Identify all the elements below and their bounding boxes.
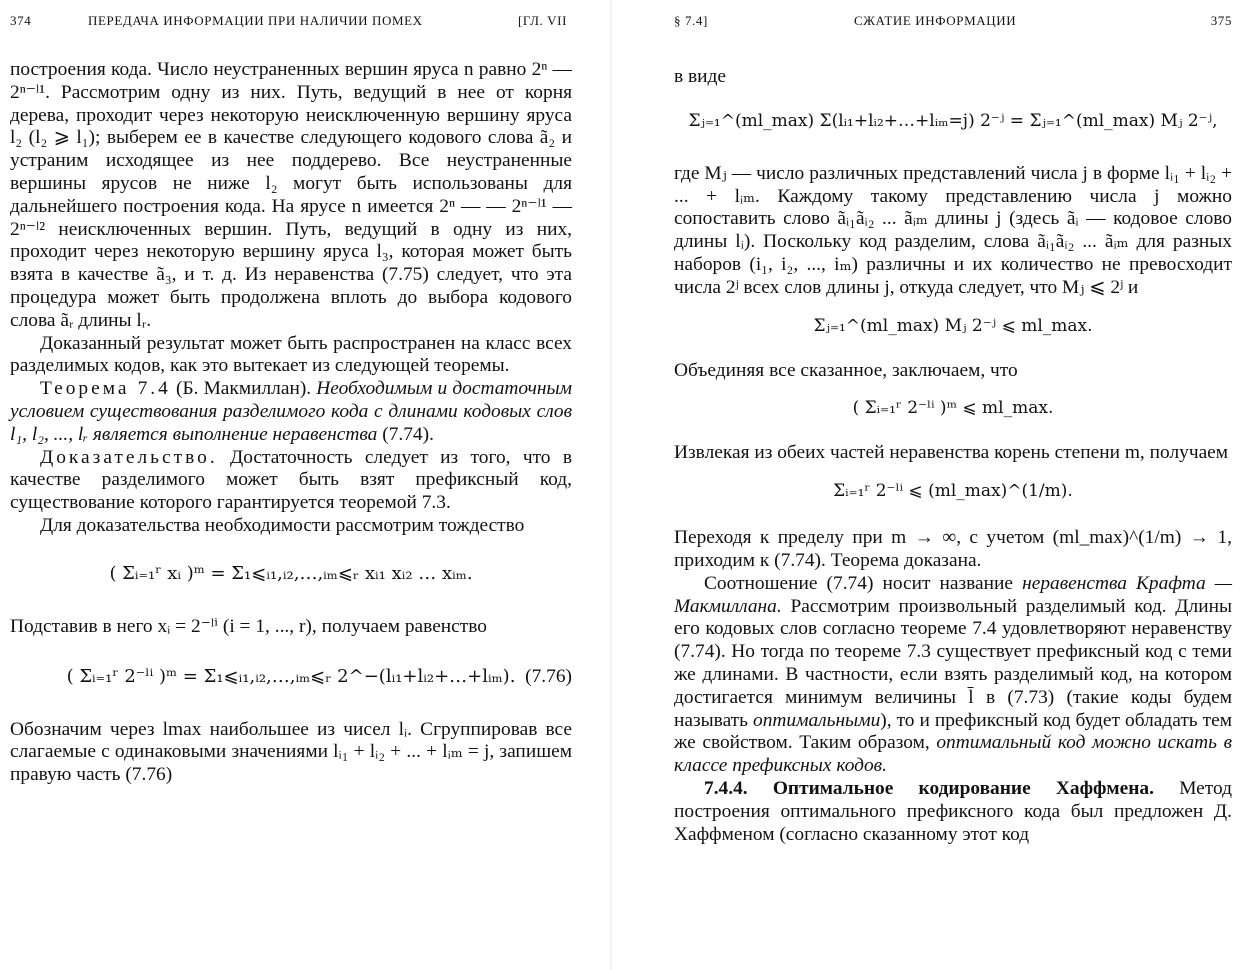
paragraph-huffman xyxy=(674,778,1232,846)
text: Метод построения оптимального префиксного кода был предложен Д. Хаффменом (согласно сказанному этот код xyxy=(674,777,1232,845)
proof-text: Достаточность следует из того, что в качестве разделимого может быть взят префиксный код, существование которого гарантируется теоремой 7.3. xyxy=(10,446,572,514)
formula-grouped-sum: Σⱼ₌₁^(ml_max) Σ(lᵢ₁+lᵢ₂+…+lᵢₘ=j) 2⁻ʲ = Σⱼ₌₁^(ml_max) Mⱼ 2⁻ʲ, xyxy=(688,110,1218,131)
proof xyxy=(10,447,572,515)
paragraph: где Mⱼ — число различных представлений числа j в форме lᵢ₁ + lᵢ₂ + ... + lᵢₘ. Каждому такому представлению числа j можно сопоставить слово ãᵢ₁ãᵢ₂ ... ãᵢₘ длины j (здесь ãᵢ — кодовое слово длины lᵢ). Поскольку код разделим, слова ãᵢ₁ãᵢ₂ ... ãᵢₘ для разных наборов (i₁, i₂, ..., iₘ) различны и их количество не превосходит числа 2ʲ всех слов длины j, откуда следует, что Mⱼ ⩽ 2ʲ и xyxy=(674,162,1232,298)
formula-7-76 xyxy=(10,665,572,689)
section-ref: § 7.4] xyxy=(674,13,708,28)
text: Соотношение (7.74) носит название xyxy=(704,572,1014,594)
right-running-head xyxy=(674,13,1232,33)
term-optimal: оптимальными xyxy=(753,709,881,731)
paragraph: Извлекая из обеих частей неравенства корень степени m, получаем xyxy=(674,442,1229,464)
theorem-author: (Б. Макмиллан). xyxy=(175,378,312,400)
left-running-head xyxy=(10,13,572,33)
right-page-number: 375 xyxy=(1210,13,1232,28)
left-page xyxy=(10,0,572,970)
paragraph: Объединяя все сказанное, заключаем, что xyxy=(674,359,1018,381)
formula-power-bound: ( Σᵢ₌₁ʳ 2⁻ˡⁱ )ᵐ ⩽ ml_max. xyxy=(852,398,1054,419)
paragraph: в виде xyxy=(674,66,727,87)
right-page-body xyxy=(674,66,1232,846)
theorem-statement: Необходимым и достаточным условием существования разделимого кода с длинами кодовых слов l₁, l₂, ..., lᵣ является выполнение неравенства xyxy=(10,378,572,445)
equation-number: (7.76) xyxy=(525,665,572,687)
theorem-label: Теорема 7.4 xyxy=(40,378,171,400)
paragraph: Переходя к пределу при m → ∞, с учетом (ml_max)^(1/m) → 1, приходим к (7.74). Теорема доказана. xyxy=(674,527,1232,571)
proof-label: Доказательство. xyxy=(40,446,218,468)
paragraph-kraft xyxy=(674,573,1232,778)
formula-root-bound: Σᵢ₌₁ʳ 2⁻ˡⁱ ⩽ (ml_max)^(1/m). xyxy=(833,481,1073,502)
right-page xyxy=(674,0,1232,970)
left-running-title: ПЕРЕДАЧА ИНФОРМАЦИИ ПРИ НАЛИЧИИ ПОМЕХ xyxy=(88,13,423,28)
left-page-number: 374 xyxy=(10,13,32,28)
paragraph: Обозначим через lmax наибольшее из чисел lᵢ. Сгруппировав все слагаемые с одинаковыми значениями lᵢ₁ + lᵢ₂ + ... + lᵢₘ = j, запишем правую часть (7.76) xyxy=(10,718,572,786)
section-heading: 7.4.4. Оптимальное кодирование Хаффмена. xyxy=(704,777,1154,799)
left-page-body xyxy=(10,59,572,787)
theorem-7-4 xyxy=(10,378,572,446)
text: ), то и префиксный код будет обладать тем же свойством. Таким образом, xyxy=(674,709,1232,754)
formula-identity: ( Σᵢ₌₁ʳ xᵢ )ᵐ = Σ₁⩽ᵢ₁,ᵢ₂,…,ᵢₘ⩽ᵣ xᵢ₁ xᵢ₂ … xᵢₘ. xyxy=(109,562,473,584)
right-running-title: СЖАТИЕ ИНФОРМАЦИИ xyxy=(854,13,1017,28)
paragraph: Доказанный результат может быть распространен на класс всех разделимых кодов, как это вытекает из следующей теоремы. xyxy=(10,332,572,377)
paragraph: Для доказательства необходимости рассмотрим тождество xyxy=(40,514,525,536)
paragraph: Подставив в него xᵢ = 2⁻ˡⁱ (i = 1, ..., r), получаем равенство xyxy=(10,615,487,637)
left-chapter-ref: [ГЛ. VII xyxy=(518,13,568,28)
theorem-ref: (7.74). xyxy=(382,423,434,445)
emphasis-optimal-prefix: оптимальный код можно искать в классе префиксных кодов. xyxy=(674,732,1232,777)
term-kraft-mcmillan: неравенства Крафта — Макмиллана. xyxy=(674,572,1232,617)
formula-mj-bound: Σⱼ₌₁^(ml_max) Mⱼ 2⁻ʲ ⩽ ml_max. xyxy=(813,315,1093,336)
formula-7-76-body: ( Σᵢ₌₁ʳ 2⁻ˡⁱ )ᵐ = Σ₁⩽ᵢ₁,ᵢ₂,…,ᵢₘ⩽ᵣ 2^−(lᵢ₁+lᵢ₂+…+lᵢₘ). xyxy=(66,665,516,687)
text: Рассмотрим произвольный разделимый код. Длины его кодовых слов согласно теореме 7.4 удовлетворяют неравенству (7.74). Но тогда по теореме 7.3 существует префиксный код с теми же длинами. В частности, если взять разделимый код, на котором достигается минимум величины l̄ в (7.73) (такие коды будем называть xyxy=(674,595,1232,731)
paragraph: построения кода. Число неустраненных вершин яруса n равно 2ⁿ — 2ⁿ⁻ˡ¹. Рассмотрим одну из них. Путь, ведущий в нее от корня дерева, проходит через некоторую неисключенную вершину яруса l₂ (l₂ ⩾ l₁); выберем ее в качестве следующего кодового слова ã₂ и устраним исходящее из нее поддерево. Все неустраненные вершины ярусов не ниже l₂ могут быть использованы для дальнейшего построения кода. На ярусе n имеется 2ⁿ — — 2ⁿ⁻ˡ¹ — 2ⁿ⁻ˡ² неисключенных вершин. Путь, ведущий в одну из них, проходит через некоторую вершину яруса l₃, которая может быть взята в качестве ã₃, и т. д. Из неравенства (7.75) следует, что эта процедура может быть продолжена вплоть до выбора кодового слова ãᵣ длины lᵣ. xyxy=(10,59,572,331)
gutter xyxy=(610,0,612,970)
